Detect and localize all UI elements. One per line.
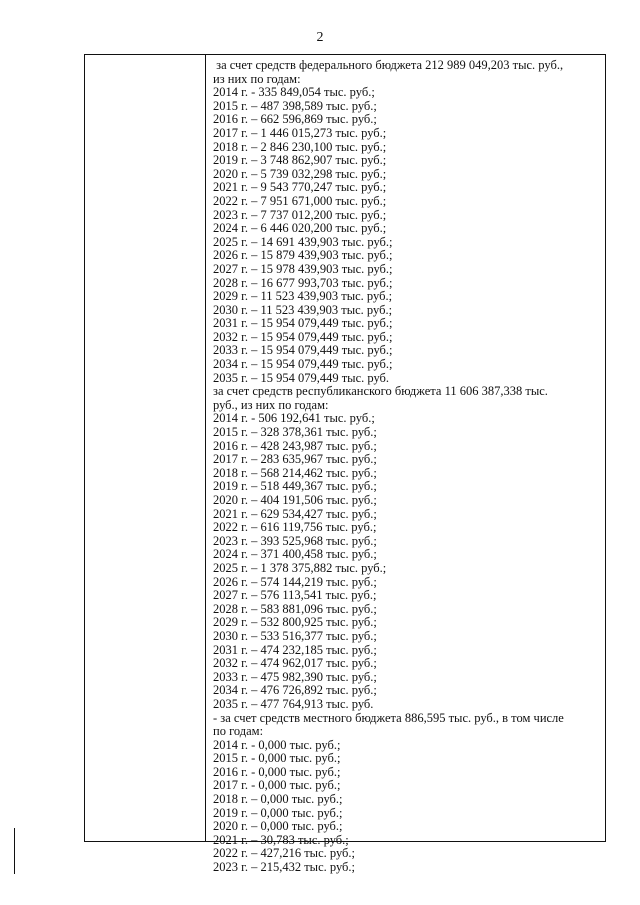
text-line: 2015 г. - 0,000 тыс. руб.;: [213, 752, 341, 766]
page-number: 2: [316, 30, 324, 45]
text-line: 2027 г. – 576 113,541 тыс. руб.;: [213, 589, 377, 603]
text-line: 2027 г. – 15 978 439,903 тыс. руб.;: [213, 262, 393, 276]
text-line: 2019 г. – 3 748 862,907 тыс. руб.;: [213, 154, 387, 168]
text-line: 2017 г. – 283 635,967 тыс. руб.;: [213, 453, 377, 467]
text-line: 2018 г. – 0,000 тыс. руб.;: [213, 793, 343, 807]
text-line: 2030 г. – 533 516,377 тыс. руб.;: [213, 629, 377, 643]
text-line: 2035 г. – 15 954 079,449 тыс. руб.: [213, 371, 390, 385]
text-line: 2014 г. - 335 849,054 тыс. руб.;: [213, 86, 375, 100]
text-line: 2021 г. – 30,783 тыс. руб.;: [213, 833, 349, 847]
text-line: 2026 г. – 15 879 439,903 тыс. руб.;: [213, 249, 393, 263]
text-line: 2023 г. – 393 525,968 тыс. руб.;: [213, 534, 377, 548]
text-line: за счет средств федерального бюджета 212 989 049,203 тыс. руб.,: [213, 59, 564, 72]
text-line: 2017 г. - 0,000 тыс. руб.;: [213, 779, 341, 793]
text-line: 2028 г. – 16 677 993,703 тыс. руб.;: [213, 276, 393, 290]
text-line: 2031 г. – 474 232,185 тыс. руб.;: [213, 643, 377, 657]
text-line: 2023 г. – 7 737 012,200 тыс. руб.;: [213, 208, 387, 222]
text-line: 2032 г. – 474 962,017 тыс. руб.;: [213, 657, 377, 671]
text-line: 2021 г. – 9 543 770,247 тыс. руб.;: [213, 181, 387, 195]
text-line: 2017 г. – 1 446 015,273 тыс. руб.;: [213, 126, 387, 140]
column-divider: [205, 55, 206, 841]
text-line: 2019 г. – 0,000 тыс. руб.;: [213, 806, 343, 820]
text-line: 2032 г. – 15 954 079,449 тыс. руб.;: [213, 330, 393, 344]
text-line: 2015 г. – 487 398,589 тыс. руб.;: [213, 99, 377, 113]
text-line: 2028 г. – 583 881,096 тыс. руб.;: [213, 602, 377, 616]
text-line: 2025 г. – 1 378 375,882 тыс. руб.;: [213, 561, 387, 575]
text-line: руб., из них по годам:: [213, 398, 329, 412]
text-line: 2033 г. – 15 954 079,449 тыс. руб.;: [213, 344, 393, 358]
text-line: 2025 г. – 14 691 439,903 тыс. руб.;: [213, 235, 393, 249]
text-line: 2014 г. - 0,000 тыс. руб.;: [213, 738, 341, 752]
text-line: 2026 г. – 574 144,219 тыс. руб.;: [213, 575, 377, 589]
text-line: - за счет средств местного бюджета 886,595 тыс. руб., в том числе: [213, 711, 564, 725]
text-line: 2022 г. – 7 951 671,000 тыс. руб.;: [213, 194, 387, 208]
text-line: 2015 г. – 328 378,361 тыс. руб.;: [213, 426, 377, 440]
text-line: 2034 г. – 15 954 079,449 тыс. руб.;: [213, 358, 393, 372]
text-line: 2016 г. – 428 243,987 тыс. руб.;: [213, 439, 377, 453]
text-line: 2034 г. – 476 726,892 тыс. руб.;: [213, 684, 377, 698]
text-line: 2031 г. – 15 954 079,449 тыс. руб.;: [213, 317, 393, 331]
text-line: 2018 г. – 2 846 230,100 тыс. руб.;: [213, 140, 387, 154]
text-line: 2035 г. – 477 764,913 тыс. руб.: [213, 697, 374, 711]
text-line: 2016 г. - 0,000 тыс. руб.;: [213, 765, 341, 779]
text-line: 2023 г. – 215,432 тыс. руб.;: [213, 861, 356, 875]
text-line: 2021 г. – 629 534,427 тыс. руб.;: [213, 507, 377, 521]
text-line: 2014 г. - 506 192,641 тыс. руб.;: [213, 412, 375, 426]
text-line: из них по годам:: [213, 72, 301, 86]
text-line: 2030 г. – 11 523 439,903 тыс. руб.;: [213, 303, 393, 317]
text-line: 2024 г. – 371 400,458 тыс. руб.;: [213, 548, 377, 562]
text-line: 2018 г. – 568 214,462 тыс. руб.;: [213, 466, 377, 480]
text-line: 2029 г. – 11 523 439,903 тыс. руб.;: [213, 290, 393, 304]
text-line: 2020 г. – 0,000 тыс. руб.;: [213, 820, 343, 834]
text-line: за счет средств республиканского бюджета 11 606 387,338 тыс.: [213, 385, 548, 399]
text-line: 2024 г. – 6 446 020,200 тыс. руб.;: [213, 222, 387, 236]
budget-table: [84, 54, 606, 875]
text-line: по годам:: [213, 725, 264, 739]
text-line: 2016 г. – 662 596,869 тыс. руб.;: [213, 113, 377, 127]
text-line: 2033 г. – 475 982,390 тыс. руб.;: [213, 670, 377, 684]
text-line: 2020 г. – 404 191,506 тыс. руб.;: [213, 494, 377, 507]
margin-mark: [14, 828, 15, 874]
text-line: 2019 г. – 518 449,367 тыс. руб.;: [213, 480, 377, 494]
text-line: 2022 г. – 616 119,756 тыс. руб.;: [213, 521, 377, 535]
text-line: 2022 г. – 427,216 тыс. руб.;: [213, 847, 356, 861]
funding-details-cell: [213, 59, 603, 875]
text-line: 2020 г. – 5 739 032,298 тыс. руб.;: [213, 167, 387, 181]
text-line: 2029 г. – 532 800,925 тыс. руб.;: [213, 616, 377, 630]
